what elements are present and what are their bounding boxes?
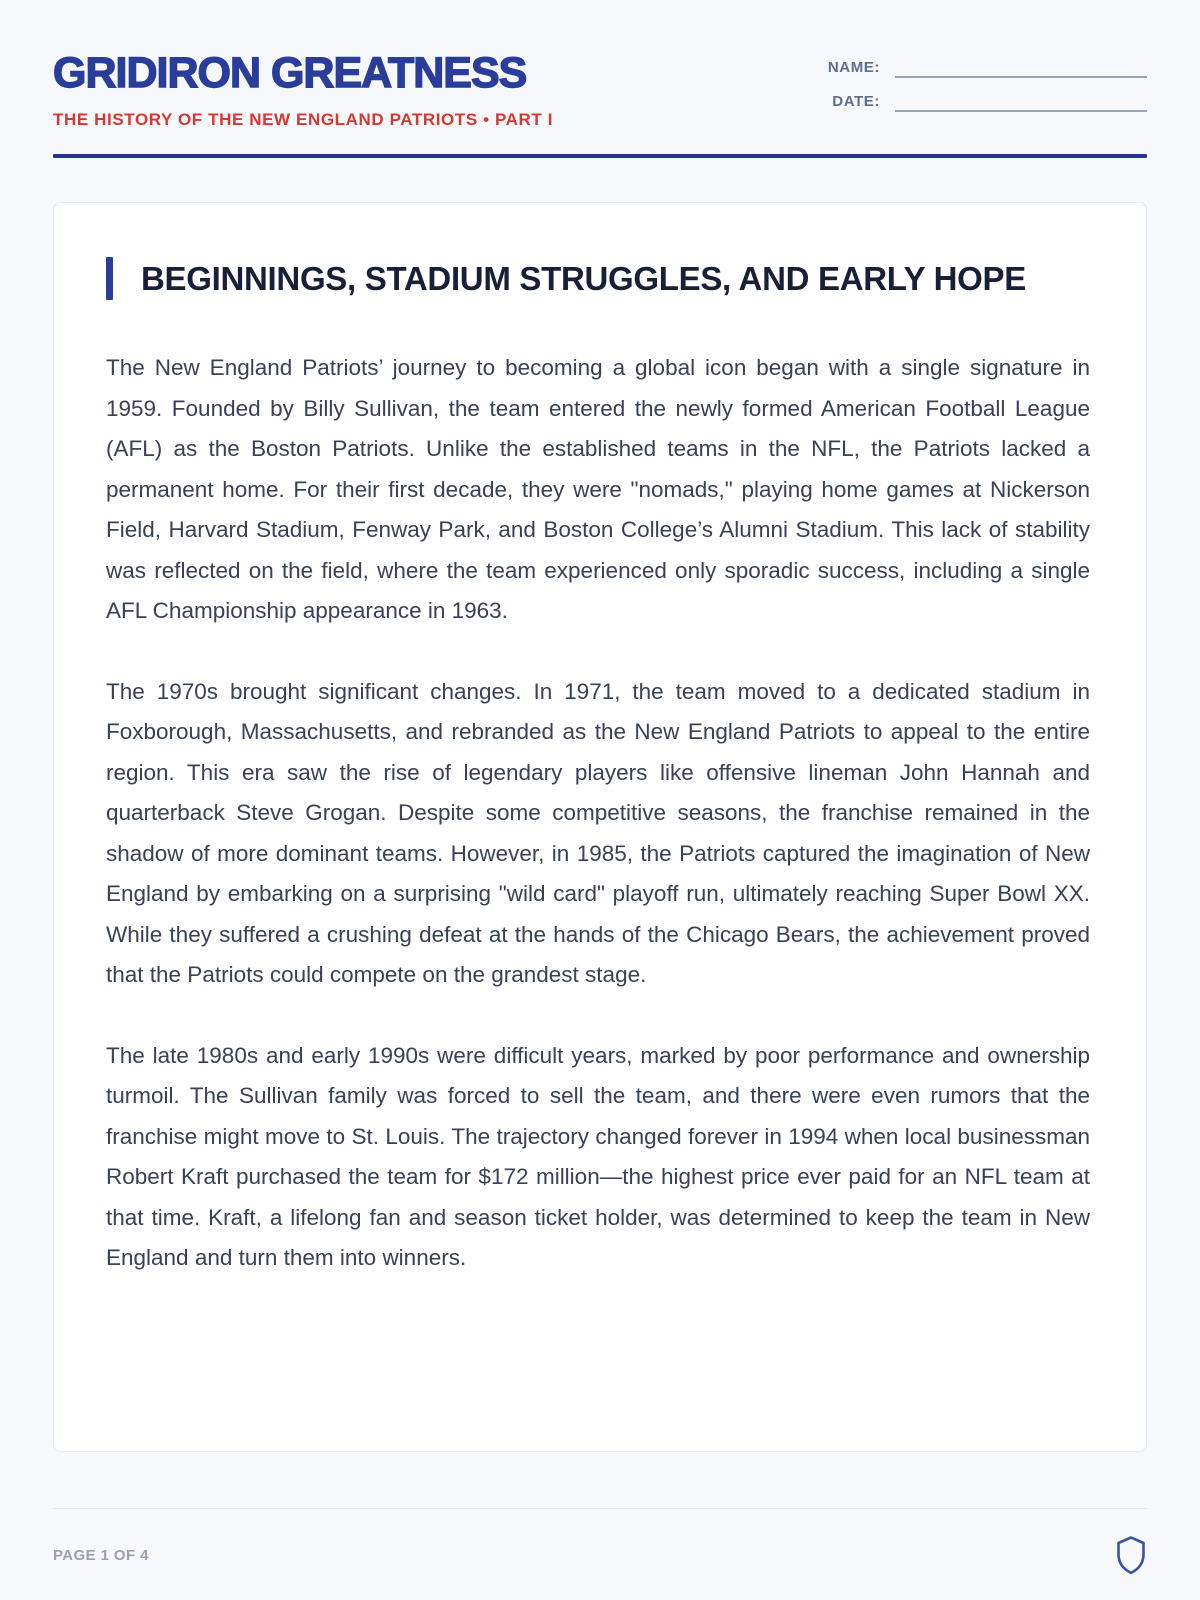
section-accent-bar: [106, 257, 113, 300]
section-heading-row: [106, 257, 1090, 300]
name-input-line[interactable]: [895, 56, 1147, 78]
page-footer: [53, 1508, 1147, 1575]
header-rule: [53, 154, 1147, 158]
page-header: [53, 0, 1147, 130]
logo-title: GRIDIRON GREATNESS: [53, 49, 527, 97]
footer-divider: [53, 1508, 1147, 1509]
page-indicator: PAGE 1 OF 4: [53, 1546, 149, 1564]
footer-row: [53, 1535, 1147, 1575]
content-card: [53, 202, 1147, 1452]
subtitle: THE HISTORY OF THE NEW ENGLAND PATRIOTS • PART I: [53, 110, 554, 129]
paragraph-1: The New England Patriots’ journey to becoming a global icon began with a single signature in 1959. Founded by Billy Sullivan, the team entered the newly formed American Football League (AFL) as the Boston Patriots. Unlike the established teams in the NFL, the Patriots lacked a permanent home. For their first decade, they were "nomads," playing home games at Nickerson Field, Harvard Stadium, Fenway Park, and Boston College’s Alumni Stadium. This lack of stability was reflected on the field, where the team experienced only sporadic success, including a single AFL Championship appearance in 1963.: [106, 355, 1090, 623]
date-input-line[interactable]: [895, 90, 1147, 112]
date-label: DATE:: [832, 93, 880, 110]
article-body: [106, 348, 1090, 1279]
date-field-row: [828, 90, 1147, 112]
paragraph-3: The late 1980s and early 1990s were difficult years, marked by poor performance and ownership turmoil. The Sullivan family was forced to sell the team, and there were even rumors that the franchise might move to St. Louis. The trajectory changed forever in 1994 when local businessman Robert Kraft purchased the team for $172 million—the highest price ever paid for an NFL team at that time. Kraft, a lifelong fan and season ticket holder, was determined to keep the team in New England and turn them into winners.: [106, 1042, 1090, 1270]
section-heading: BEGINNINGS, STADIUM STRUGGLES, AND EARLY HOPE: [141, 259, 1026, 297]
name-field-row: [828, 56, 1147, 78]
paragraph-2: The 1970s brought significant changes. In 1971, the team moved to a dedicated stadium in Foxborough, Massachusetts, and rebranded as the New England Patriots to appeal to the entire region. This era saw the rise of legendary players like offensive lineman John Hannah and quarterback Steve Grogan. Despite some competitive seasons, the franchise remained in the shadow of more dominant teams. However, in 1985, the Patriots captured the imagination of New England by embarking on a surprising "wild card" playoff run, ultimately reaching Super Bowl XX. While they suffered a crushing defeat at the hands of the Chicago Bears, the achievement proved that the Patriots could compete on the grandest stage.: [106, 678, 1090, 987]
header-branding: [53, 49, 554, 130]
name-label: NAME:: [827, 59, 880, 76]
student-fields: [828, 52, 1147, 112]
shield-icon: [1115, 1535, 1147, 1575]
